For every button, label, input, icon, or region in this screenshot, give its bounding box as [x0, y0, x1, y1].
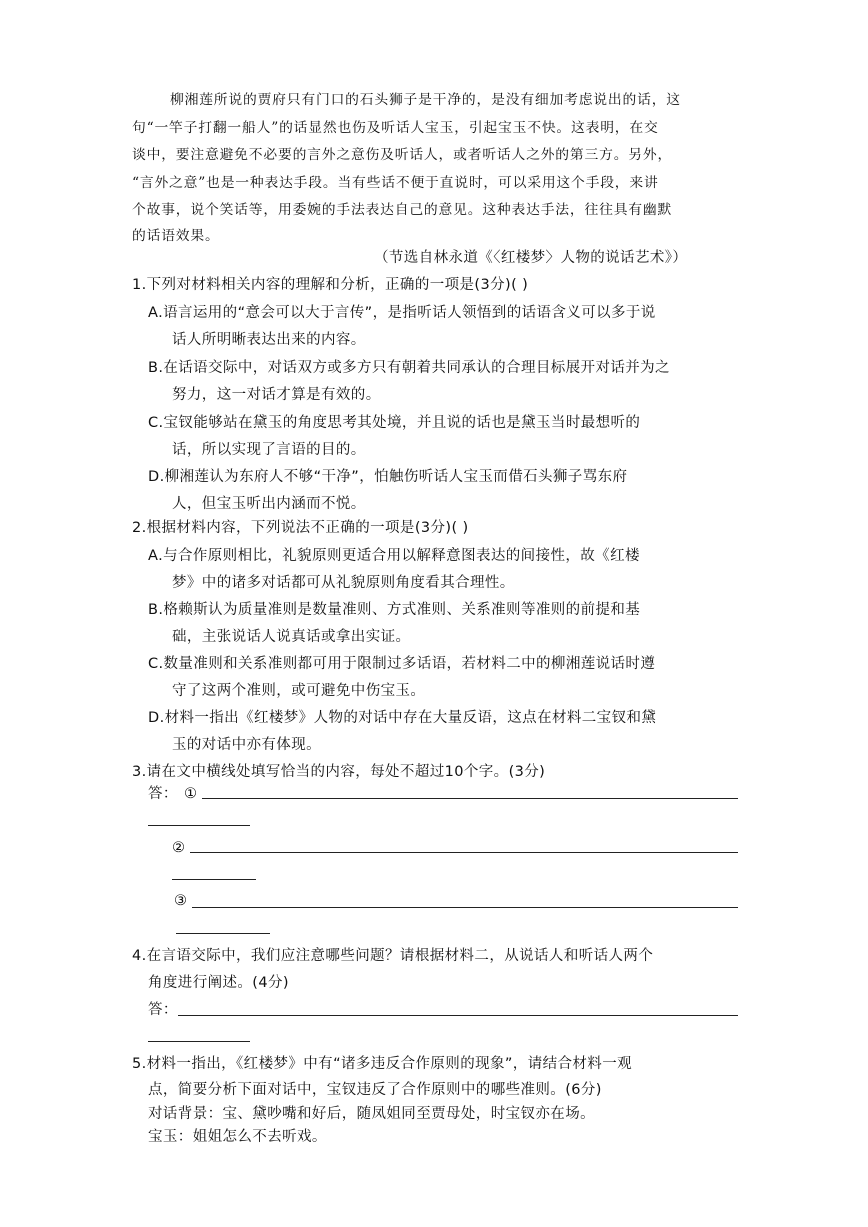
question-2-stem [132, 518, 469, 538]
question-4-stem: 4.在言语交际中，我们应注意哪些问题？请根据材料二，从说话人和听话人两个 [132, 948, 654, 964]
question-3-stem: 3.请在文中横线处填写恰当的内容，每处不超过10个字。(3分) [132, 764, 546, 780]
q2-option-c-cont: 守了这两个准则，或可避免中伤宝玉。 [172, 683, 426, 699]
question-4-stem-cont: 角度进行阐述。(4分) [148, 975, 289, 991]
question-stem-text: 2.根据材料内容，下列说法不正确的一项是(3分) [132, 520, 452, 536]
q1-option-c-cont: 话，所以实现了言语的目的。 [172, 442, 366, 458]
answer-label: 答： [148, 1002, 178, 1018]
q2-option-a[interactable]: A.与合作原则相比，礼貌原则更适合用以解释意图表达的间接性，故《红楼 [148, 548, 640, 564]
answer-line-2[interactable] [190, 852, 738, 853]
answer-line-2-cont[interactable] [172, 879, 256, 880]
question-5-stem: 5.材料一指出，《红楼梦》中有“诸多违反合作原则的现象”，请结合材料一观 [132, 1056, 633, 1072]
q2-option-d[interactable]: D.材料一指出《红楼梦》人物的对话中存在大量反语，这点在材料二宝钗和黛 [148, 710, 657, 726]
passage-line: 谈中，要注意避免不必要的言外之意伤及听话人，或者听话人之外的第三方。另外， [132, 147, 673, 163]
dialogue-background: 对话背景：宝、黛吵嘴和好后，随凤姐同至贾母处，时宝钗亦在场。 [148, 1106, 595, 1122]
q1-option-d[interactable]: D.柳湘莲认为东府人不够“干净”，怕触伤听话人宝玉而借石头狮子骂东府 [148, 469, 628, 485]
answer-line-4-cont[interactable] [148, 1041, 250, 1042]
q2-option-b-cont: 础，主张说话人说真话或拿出实证。 [172, 629, 411, 645]
answer-line-1-cont[interactable] [148, 825, 250, 826]
blank-mark-1: ① [184, 786, 198, 802]
answer-line-3-cont[interactable] [176, 933, 270, 934]
answer-label: 答： [148, 786, 178, 802]
passage-line: 句“一竿子打翻一船人”的话显然也伤及听话人宝玉，引起宝玉不快。这表明，在交 [132, 120, 659, 136]
q2-option-b[interactable]: B.格赖斯认为质量准则是数量准则、方式准则、关系准则等准则的前提和基 [148, 602, 641, 618]
q1-option-b-cont: 努力，这一对话才算是有效的。 [172, 387, 381, 403]
question-5-stem-cont: 点，简要分析下面对话中，宝钗违反了合作原则中的哪些准则。(6分) [148, 1082, 602, 1098]
dialogue-line: 宝玉：姐姐怎么不去听戏。 [148, 1129, 327, 1145]
q1-option-a[interactable]: A.语言运用的“意会可以大于言传”，是指听话人领悟到的话语含义可以多于说 [148, 305, 656, 321]
answer-line-3[interactable] [192, 907, 738, 908]
q2-option-d-cont: 玉的对话中亦有体现。 [172, 737, 321, 753]
passage-source: （节选自林永道《〈红楼梦〉人物的说话艺术》） [374, 250, 688, 266]
q2-option-c[interactable]: C.数量准则和关系准则都可用于限制过多话语，若材料二中的柳湘莲说话时遵 [148, 656, 656, 672]
answer-line-1[interactable] [202, 798, 738, 799]
answer-line-4[interactable] [178, 1015, 738, 1016]
blank-mark-3: ③ [174, 893, 188, 909]
q1-option-b[interactable]: B.在话语交际中，对话双方或多方只有朝着共同承认的合理目标展开对话并为之 [148, 360, 670, 376]
answer-paren[interactable]: ( ) [511, 277, 529, 293]
answer-paren[interactable]: ( ) [451, 520, 469, 536]
passage-line: 的话语效果。 [132, 228, 220, 244]
question-1-stem [132, 275, 528, 295]
q1-option-d-cont: 人，但宝玉听出内涵而不悦。 [172, 496, 366, 512]
question-stem-text: 1.下列对材料相关内容的理解和分析，正确的一项是(3分) [132, 277, 512, 293]
passage-line: 柳湘莲所说的贾府只有门口的石头狮子是干净的，是没有细加考虑说出的话，这 [170, 92, 681, 108]
passage-line: “言外之意”也是一种表达手段。当有些话不便于直说时，可以采用这个手段，来讲 [132, 175, 659, 191]
q2-option-a-cont: 梦》中的诸多对话都可从礼貌原则角度看其合理性。 [172, 575, 515, 591]
passage-line: 个故事，说个笑话等，用委婉的手法表达自己的意见。这种表达手法，往往具有幽默 [132, 202, 673, 218]
blank-mark-2: ② [172, 840, 186, 856]
q1-option-c[interactable]: C.宝钗能够站在黛玉的角度思考其处境，并且说的话也是黛玉当时最想听的 [148, 415, 641, 431]
q1-option-a-cont: 话人所明晰表达出来的内容。 [172, 332, 366, 348]
